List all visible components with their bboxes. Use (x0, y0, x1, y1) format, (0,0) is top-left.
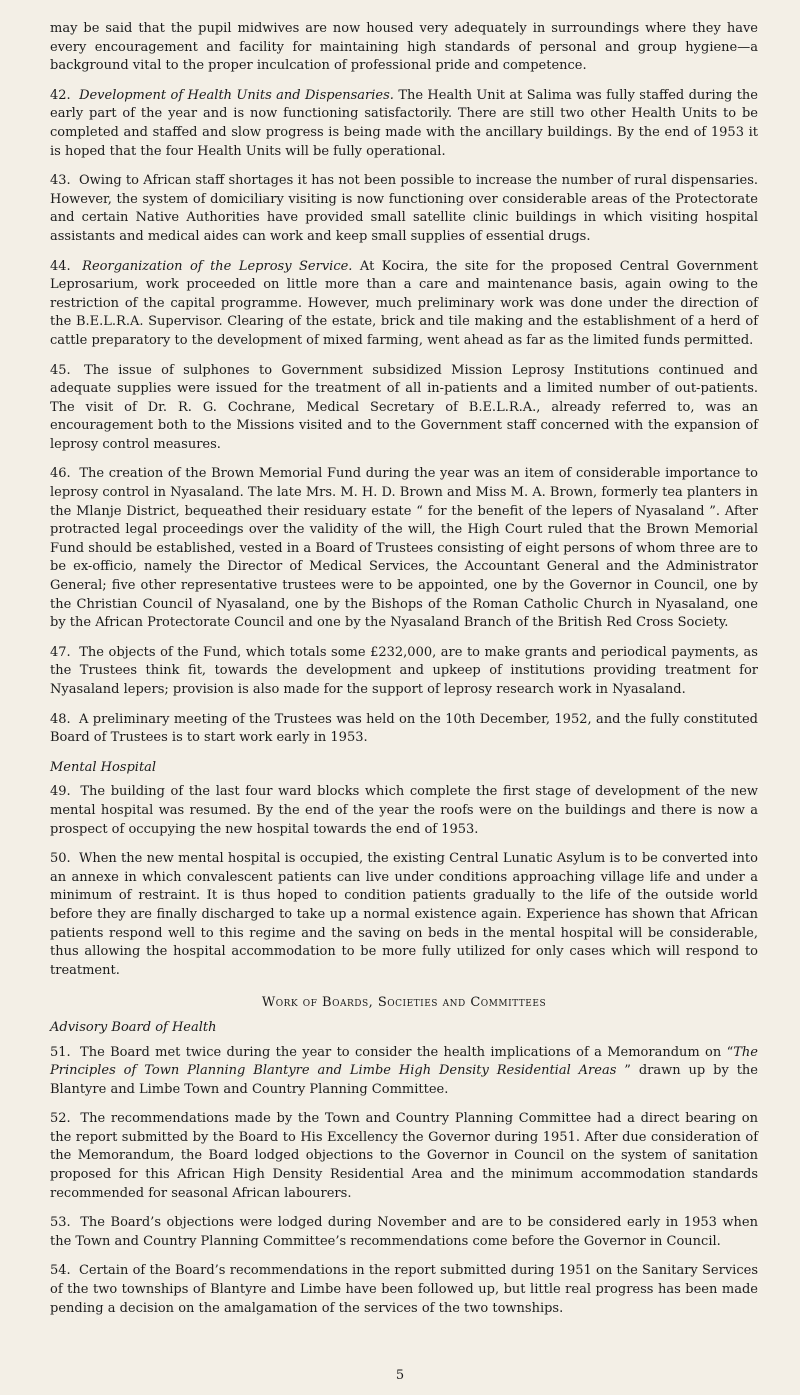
paragraph-number: 54. (50, 1263, 71, 1279)
paragraph-continuation: may be said that the pupil midwives are now housed very adequately in surroundings where they have every encouragement and facility for maintaining high standards of personal and group hygiene—a background vital to the proper inculcation of professional pride and competence. (50, 21, 758, 74)
paragraph-52 (50, 1110, 758, 1203)
paragraph-number: 51. (50, 1044, 71, 1060)
paragraph-46 (50, 465, 758, 632)
paragraph-48 (50, 711, 758, 748)
paragraph-text: When the new mental hospital is occupied, the existing Central Lunatic Asylum is to be converted into an annexe in which convalescent patients can live under conditions approaching village life and under a minimum of restraint. It is thus hoped to condition patients gradually to the life of the outside world before they are finally discharged to take up a normal existence again. Experience has shown that African patients respond well to this regime and the saving on beds in the mental hospital will be considerable, thus allowing the hospital accommodation to be more fully utilized for only cases which will respond to treatment. (50, 851, 758, 978)
paragraph-53 (50, 1214, 758, 1251)
paragraph-text: The building of the last four ward blocks which complete the first stage of development of the new mental hospital was resumed. By the end of the year the roofs were on the buildings and there is now a prospect of occupying the new hospital towards the end of 1953. (50, 784, 759, 837)
paragraph-title: Reorganization of the Leprosy Service. (82, 258, 353, 274)
paragraph-42 (50, 87, 758, 161)
paragraph-text: The objects of the Fund, which totals some £232,000, are to make grants and periodical payments, as the Trustees think fit, towards the development and upkeep of institutions providing treatment for Nyasaland lepers; provision is also made for the support of leprosy research work in Nyasaland. (50, 644, 758, 697)
paragraph-number: 43. (50, 173, 71, 189)
paragraph-45 (50, 362, 758, 455)
paragraph-44 (50, 258, 758, 351)
paragraph-text: At Kocira, the site for the proposed Central Government Leprosarium, work proceeded on little more than a care and maintenance basis, again owing to the restriction of the capital programme. However, much preliminary work was done under the direction of the B.E.L.R.A. Supervisor. Clearing of the estate, brick and tile making and the establishment of a herd of cattle preparatory to the development of mixed farming, went ahead as far as the limited funds permitted. (50, 258, 759, 348)
paragraph-number: 50. (50, 851, 71, 867)
paragraph-text: The issue of sulphones to Government subsidized Mission Leprosy Institutions continued and adequate supplies were issued for the treatment of all in-patients and a limited number of out-patients. The visit of Dr. R. G. Cochrane, Medical Secretary of B.E.L.R.A., already referred to, was an encouragement both to the Missions visited and to the Government staff concerned with the expansion of leprosy control measures. (50, 362, 759, 452)
paragraph-number: 48. (50, 711, 71, 727)
document-page (50, 20, 758, 1329)
paragraph-title: Development of Health Units and Dispensaries. (79, 87, 394, 103)
memorandum-title: The Principles of Town Planning Blantyre and Limbe High Density Residential Areas (50, 1044, 758, 1079)
paragraph-text: A preliminary meeting of the Trustees was held on the 10th December, 1952, and the fully constituted Board of Trustees is to start work early in 1953. (50, 711, 758, 746)
paragraph-text: The Board met twice during the year to consider the health implications of a Memorandum on “ (80, 1044, 734, 1060)
paragraph-50 (50, 850, 758, 980)
section-heading: Work of Boards, Societies and Committees (261, 995, 547, 1011)
paragraph-number: 42. (50, 87, 71, 103)
paragraph-text: The creation of the Brown Memorial Fund during the year was an item of considerable importance to leprosy control in Nyasaland. The late Mrs. M. H. D. Brown and Miss M. A. Brown, formerly tea planters in the Mlanje District, bequeathed their residuary estate “ for the benefit of the lepers of Nyasaland ”. After protracted legal proceedings over the validity of the will, the High Court ruled that the Brown Memorial Fund should be established, vested in a Board of Trustees consisting of eight persons of whom three are to be ex-officio, namely the Director of Medical Services, the Accountant General and the Administrator General; five other representative trustees were to be appointed, one by the Governor in Council, one by the Christian Council of Nyasaland, one by the Bishops of the Roman Catholic Church in Nyasaland, one by the African Protectorate Council and one by the Nyasaland Branch of the British Red Cross Society. (50, 466, 758, 631)
paragraph-number: 53. (50, 1215, 71, 1231)
paragraph-text: The recommendations made by the Town and Country Planning Committee had a direct bearing on the report submitted by the Board to His Excellency the Governor during 1951. After due consideration of the Memorandum, the Board lodged objections to the Governor in Council on the system of sanitation proposed for this African High Density Residential Area and the minimum accommodation standards recommended for seasonal African labourers. (50, 1111, 758, 1201)
paragraph-number: 49. (50, 784, 71, 800)
paragraph-number: 46. (50, 466, 71, 482)
paragraph-47 (50, 644, 758, 700)
subheading-advisory-board: Advisory Board of Health (50, 1019, 217, 1035)
paragraph-54 (50, 1262, 758, 1318)
paragraph-43 (50, 172, 758, 246)
paragraph-text: The Board’s objections were lodged during November and are to be considered early in 1953 when the Town and Country Planning Committee’s recommendations come before the Governor in Council. (50, 1215, 758, 1249)
paragraph-number: 44. (50, 258, 71, 274)
page-number: 5 (395, 1368, 405, 1383)
paragraph-text-end: ” drawn up by the Blantyre and Limbe Town and Country Planning Committee. (50, 1063, 758, 1097)
paragraph-text: The Health Unit at Salima was fully staffed during the early part of the year and is now functioning satisfactorily. There are still two other Health Units to be completed and staffed and slow progress is being made with the ancillary buildings. By the end of 1953 it is hoped that the four Health Units will be fully operational. (50, 87, 758, 159)
paragraph-number: 52. (50, 1111, 71, 1127)
subheading-mental-hospital: Mental Hospital (50, 759, 157, 775)
paragraph-51 (50, 1044, 758, 1100)
paragraph-number: 47. (50, 644, 71, 660)
paragraph-number: 45. (50, 362, 71, 378)
paragraph-text: Certain of the Board’s recommendations in the report submitted during 1951 on the Sanitary Services of the two townships of Blantyre and Limbe have been followed up, but little real progress has been made pending a decision on the amalgamation of the services of the two townships. (50, 1263, 758, 1316)
paragraph-49 (50, 783, 758, 839)
paragraph-text: Owing to African staff shortages it has not been possible to increase the number of rural dispensaries. However, the system of domiciliary visiting is now functioning over considerable areas of the Protectorate and certain Native Authorities have provided small satellite clinic buildings in which visiting hospital assistants and medical aides can work and keep small supplies of essential drugs. (50, 173, 758, 244)
